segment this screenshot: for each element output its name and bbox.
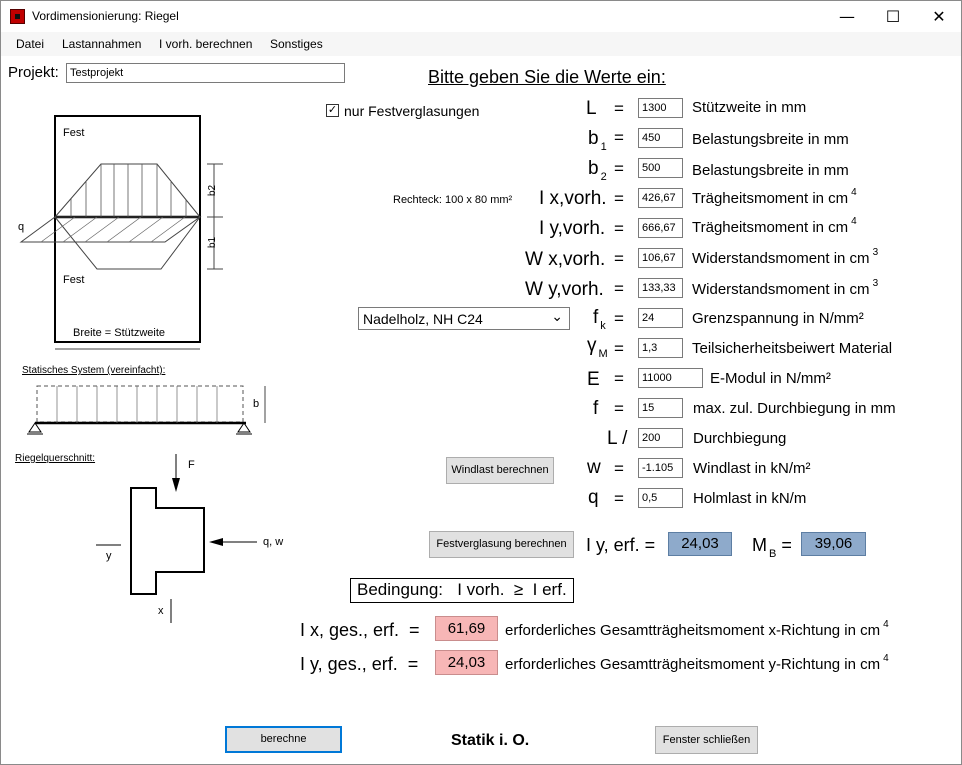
var-q: q — [588, 487, 599, 508]
y-axis-label: y — [106, 550, 112, 562]
input-b2[interactable]: 500 — [638, 158, 683, 178]
eq-w: = — [614, 459, 624, 478]
input-E[interactable]: 11000 — [638, 368, 703, 388]
desc-fk: Grenzspannung in N/mm² — [692, 310, 864, 327]
festverglasung-checkbox[interactable]: ✓ — [327, 104, 338, 116]
rechteck-note: Rechteck: 100 x 80 mm² — [393, 194, 513, 206]
fest-bottom-label: Fest — [63, 274, 85, 286]
riegelquerschnitt-label: Riegelquerschnitt: — [15, 453, 96, 464]
menu-sonstiges[interactable]: Sonstiges — [270, 37, 323, 51]
var-iy-vorh: I y,vorh. — [539, 218, 606, 239]
system-drawing — [1, 96, 301, 636]
b-label: b — [253, 398, 260, 410]
desc-f: max. zul. Durchbiegung in mm — [693, 400, 896, 417]
input-wx-vorh[interactable]: 106,67 — [638, 248, 683, 268]
var-L: L — [586, 98, 597, 119]
menu-datei[interactable]: Datei — [16, 37, 45, 51]
material-selected: Nadelholz, NH C24 — [363, 311, 483, 327]
var-wy-vorh: W y,vorh. — [525, 279, 604, 300]
window-title: Vordimensionierung: Riegel — [32, 9, 179, 23]
desc-wx-vorh: Widerstandsmoment in cm $^3$ — [692, 247, 879, 267]
ix-ges-label: I x, ges., erf. = — [300, 620, 420, 640]
material-select[interactable] — [358, 307, 570, 330]
F-label: F — [188, 459, 195, 471]
b2-label: b2 — [207, 184, 218, 196]
eq-iy-vorh: = — [614, 219, 624, 238]
q-label: q — [18, 221, 25, 233]
var-wx-vorh: W x,vorh. — [525, 249, 606, 270]
eq-fk: = — [614, 309, 624, 328]
breite-label: Breite = Stützweite — [73, 327, 166, 339]
title-bar — [1, 1, 961, 32]
iy-ges-desc: erforderliches Gesamtträgheitsmoment y-Richtung in cm $^4$ — [505, 653, 889, 673]
eq-wy-vorh: = — [614, 279, 624, 298]
input-iy-vorh[interactable]: 666,67 — [638, 218, 683, 238]
close-button[interactable]: Fenster schließen — [655, 726, 758, 754]
iy-ges-label: I y, ges., erf. = — [300, 654, 419, 674]
eq-b2: = — [614, 159, 624, 178]
eq-ix-vorh: = — [614, 189, 624, 208]
iy-ges-value: 24,03 — [435, 650, 498, 675]
menu-bar — [1, 32, 961, 56]
desc-iy-vorh: Trägheitsmoment in cm $^4$ — [692, 216, 857, 236]
input-w[interactable]: -1.105 — [638, 458, 683, 478]
eq-gamma-m: = — [614, 339, 624, 358]
q-area — [21, 217, 200, 242]
var-b2: b $_2$ — [588, 158, 607, 183]
desc-ix-vorh: Trägheitsmoment in cm $^4$ — [692, 187, 857, 207]
statisches-system-label: Statisches System (vereinfacht): — [22, 365, 166, 376]
eq-f: = — [614, 399, 624, 418]
fest-top-label: Fest — [63, 127, 85, 139]
menu-lastannahmen[interactable]: Lastannahmen — [62, 37, 142, 51]
desc-b1: Belastungsbreite in mm — [692, 131, 849, 148]
load-trapezoid-bottom — [55, 217, 200, 269]
project-label: Projekt: — [8, 64, 59, 81]
festverglasung-label: nur Festverglasungen — [344, 103, 480, 119]
app-icon — [10, 9, 25, 24]
var-gamma-m: γ $_M$ — [587, 335, 608, 360]
status-text: Statik i. O. — [451, 732, 530, 749]
cross-section-shape — [131, 488, 204, 594]
input-L[interactable]: 1300 — [638, 98, 683, 118]
input-gamma-m[interactable]: 1,3 — [638, 338, 683, 358]
load-trapezoid-top — [55, 164, 200, 217]
var-E: E — [587, 369, 600, 390]
var-L-slash: L / — [607, 428, 628, 449]
b1-label: b1 — [207, 236, 218, 248]
close-window-button[interactable]: ✕ — [932, 7, 946, 26]
var-f: f — [593, 398, 599, 419]
eq-E: = — [614, 369, 624, 388]
desc-w: Windlast in kN/m² — [693, 460, 811, 477]
desc-gamma-m: Teilsicherheitsbeiwert Material — [692, 340, 893, 357]
minimize-button[interactable]: — — [839, 7, 855, 26]
ix-ges-value: 61,69 — [435, 616, 498, 641]
page-header: Bitte geben Sie die Werte ein: — [428, 67, 666, 87]
input-durchbiegung[interactable]: 200 — [638, 428, 683, 448]
x-axis-label: x — [158, 605, 164, 617]
windlast-button[interactable]: Windlast berechnen — [446, 457, 554, 484]
input-ix-vorh[interactable]: 426,67 — [638, 188, 683, 208]
desc-durchbiegung: Durchbiegung — [693, 430, 787, 447]
bedingung-box: Bedingung: I vorh. ≥ I erf. — [350, 578, 574, 603]
load-box — [37, 386, 243, 422]
iy-erf-value: 24,03 — [668, 532, 732, 556]
ix-ges-desc: erforderliches Gesamtträgheitsmoment x-Richtung in cm $^4$ — [505, 619, 889, 639]
input-q[interactable]: 0,5 — [638, 488, 683, 508]
iy-erf-label: I y, erf. = — [586, 535, 656, 555]
mb-label: M $_B$ = — [752, 535, 792, 560]
mb-value: 39,06 — [801, 532, 866, 556]
eq-L: = — [614, 99, 624, 118]
desc-q: Holmlast in kN/m — [693, 490, 807, 507]
eq-wx-vorh: = — [614, 249, 624, 268]
var-ix-vorh: I x,vorh. — [539, 188, 607, 209]
menu-i-vorh-berechnen[interactable]: I vorh. berechnen — [159, 37, 253, 51]
input-fk[interactable]: 24 — [638, 308, 683, 328]
var-b1: b $_1$ — [588, 128, 607, 153]
input-f[interactable]: 15 — [638, 398, 683, 418]
festverglasung-button[interactable]: Festverglasung berechnen — [429, 531, 574, 558]
input-wy-vorh[interactable]: 133,33 — [638, 278, 683, 298]
desc-L: Stützweite in mm — [692, 99, 807, 116]
eq-q: = — [614, 489, 624, 508]
var-fk: f $_k$ — [593, 307, 606, 332]
chevron-down-icon: ⌄ — [551, 308, 563, 324]
desc-b2: Belastungsbreite in mm — [692, 162, 849, 179]
var-w: w — [587, 457, 601, 478]
maximize-button[interactable]: ☐ — [885, 7, 901, 26]
desc-E: E-Modul in N/mm² — [710, 370, 831, 387]
desc-wy-vorh: Widerstandsmoment in cm $^3$ — [692, 278, 879, 298]
input-b1[interactable]: 450 — [638, 128, 683, 148]
frame-rect — [55, 116, 200, 342]
qw-label: q, w — [263, 536, 284, 548]
eq-b1: = — [614, 128, 624, 147]
berechne-button[interactable]: berechne — [225, 726, 342, 753]
project-input[interactable]: Testprojekt — [66, 63, 345, 83]
